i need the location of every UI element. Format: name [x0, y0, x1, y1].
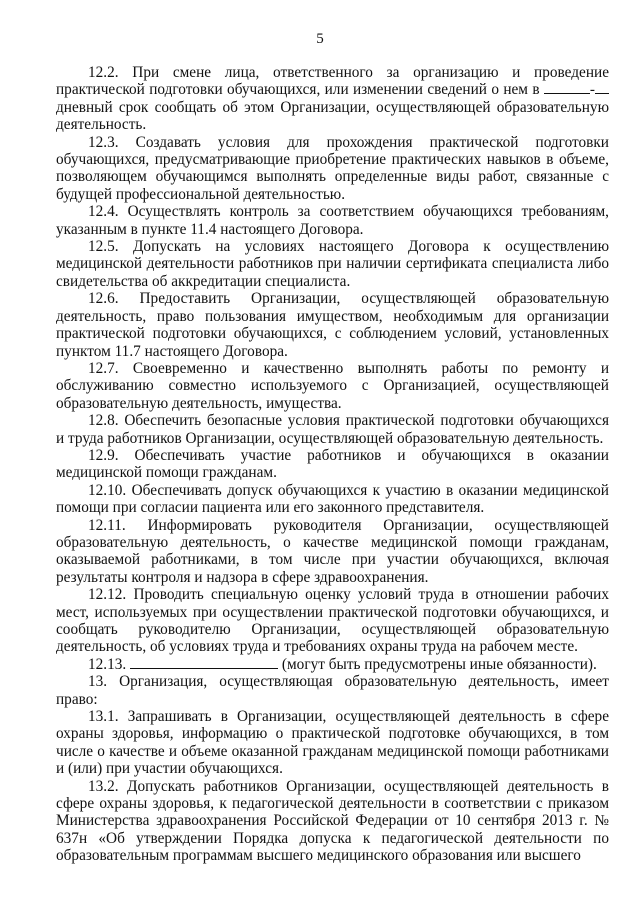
blank-line — [544, 93, 590, 94]
paragraph-12-8: 12.8. Обеспечить безопасные условия практической подготовки обучающихся и труда работников Организации, осуществляющей образовательную деятельность. — [56, 412, 609, 447]
paragraph-12-5: 12.5. Допускать на условиях настоящего Договора к осуществлению медицинской деятельности работников при наличии сертификата специалиста либо свидетельства об аккредитации специалиста. — [56, 238, 609, 290]
paragraph-12-11: 12.11. Информировать руководителя Организации, осуществляющей образовательную деятельность, о качестве медицинской помощи гражданам, оказываемой работниками, в том числе при участии обучающихся, включая результаты контроля и надзора в сфере здравоохранения. — [56, 516, 609, 586]
paragraph-13-2: 13.2. Допускать работников Организации, осуществляющей деятельность в сфере охраны здоровья, к педагогической деятельности в соответствии с приказом Министерства здравоохранения Российской Федерации от 10 сентября 2013 г. № 637н «Об утверждении Порядка допуска к педагогической деятельности по образовательным программам высшего медицинского образования или высшего — [56, 777, 609, 865]
paragraph-12-2: 12.2. При смене лица, ответственного за организацию и проведение практической подготовки обучающихся, или изменении сведений о нем в -дневный срок сообщать об этом Организации, осуществляющей образовательную деятельность. — [56, 64, 609, 134]
paragraph-12-3: 12.3. Создавать условия для прохождения практической подготовки обучающихся, предусматривающие приобретение практических навыков в объеме, позволяющем обучающимся выполнять определенные виды работ, связанные с будущей профессиональной деятельностью. — [56, 133, 609, 203]
paragraph-12-7: 12.7. Своевременно и качественно выполнять работы по ремонту и обслуживанию совместно используемого с Организацией, осуществляющей образовательную деятельность, имущества. — [56, 359, 609, 412]
paragraph-12-4: 12.4. Осуществлять контроль за соответствием обучающихся требованиям, указанным в пункте 11.4 настоящего Договора. — [56, 203, 609, 238]
page-number: 5 — [316, 31, 324, 47]
paragraph-13: 13. Организация, осуществляющая образовательную деятельность, имеет право: — [56, 673, 609, 708]
blank-line — [130, 668, 278, 669]
paragraph-12-6: 12.6. Предоставить Организации, осуществляющей образовательную деятельность, право пользования имуществом, необходимым для организации практической подготовки обучающихся, с соблюдением условий, установленных пунктом 11.7 настоящего Договора. — [56, 290, 609, 360]
paragraph-12-12: 12.12. Проводить специальную оценку условий труда в отношении рабочих мест, используемых при осуществлении практической подготовки обучающихся, и сообщать руководителю Организации, осуществляющей образовательную деятельность, об условиях труда и требованиях охраны труда на рабочем месте. — [56, 586, 609, 656]
paragraph-13-1: 13.1. Запрашивать в Организации, осуществляющей деятельность в сфере охраны здоровья, информацию о практической подготовке обучающихся, в том числе о качестве и объеме оказанной гражданам медицинской помощи работниками и (или) при участии обучающихся. — [56, 708, 609, 778]
paragraph-12-9: 12.9. Обеспечивать участие работников и обучающихся в оказании медицинской помощи гражданам. — [56, 446, 609, 482]
paragraph-12-13: 12.13. (могут быть предусмотрены иные обязанности). — [88, 655, 597, 673]
document-body — [56, 64, 609, 865]
paragraph-12-10: 12.10. Обеспечивать допуск обучающихся к участию в оказании медицинской помощи при согласии пациента или его законного представителя. — [56, 481, 609, 517]
blank-line — [595, 93, 609, 94]
